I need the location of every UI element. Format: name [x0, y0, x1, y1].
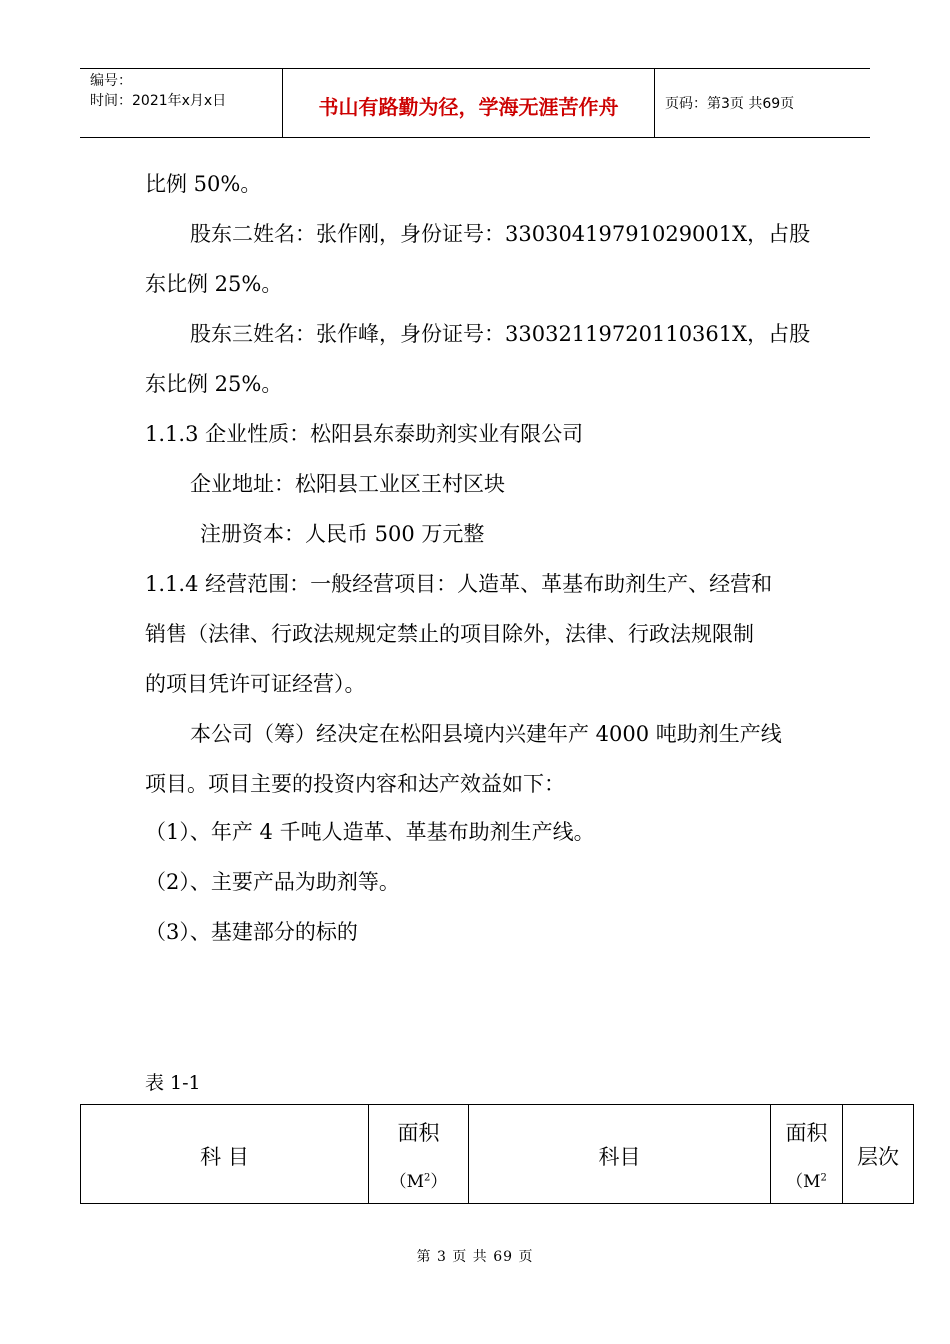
code-label: 编号：: [90, 73, 132, 89]
header-cell-subject-2: [469, 1105, 771, 1203]
area-header: 面积: [397, 1121, 440, 1145]
table-caption: 表 1-1: [145, 1072, 201, 1094]
paragraph-line: 销售（法律、行政法规规定禁止的项目除外，法律、行政法规限制: [145, 622, 754, 646]
paragraph-line: 1.1.3 企业性质：松阳县东泰助剂实业有限公司: [145, 422, 584, 446]
level-header: 层次: [857, 1145, 899, 1169]
header-cell-area: [369, 1105, 469, 1203]
header-meta-cell: [80, 69, 283, 137]
area-unit-2: （$M^2$: [786, 1172, 827, 1192]
page-footer: 第 3 页 共 69 页: [416, 1249, 534, 1265]
paragraph-line: 本公司（筹）经决定在松阳县境内兴建年产 4000 吨助剂生产线: [190, 722, 782, 746]
header-cell-subject: [81, 1105, 369, 1203]
paragraph-line: 东比例 25%。: [145, 372, 283, 396]
motto-text: 书山有路勤为径，学海无涯苦作舟: [318, 95, 619, 119]
header-page-cell: [655, 69, 870, 137]
page-header: [80, 68, 870, 138]
paragraph-line: 1.1.4 经营范围：一般经营项目：人造革、革基布助剂生产、经营和: [145, 572, 773, 596]
header-motto-cell: [283, 69, 655, 137]
subject-header: 科 目: [200, 1145, 249, 1169]
list-item: （1）、年产 4 千吨人造革、革基布助剂生产线。: [145, 820, 595, 844]
paragraph-line: 股东二姓名：张作刚，身份证号：33030419791029001X，占股: [190, 222, 811, 246]
subject-header-2: 科目: [598, 1145, 641, 1169]
paragraph-line: 企业地址：松阳县工业区王村区块: [190, 472, 505, 496]
paragraph-line: 股东三姓名：张作峰，身份证号：33032119720110361X，占股: [190, 322, 811, 346]
area-unit: $(M^2)$: [389, 1172, 448, 1192]
paragraph-line: 的项目凭许可证经营）。: [145, 672, 366, 696]
paragraph-line: 注册资本：人民币 500 万元整: [200, 522, 485, 546]
paragraph-line: 东比例 25%。: [145, 272, 283, 296]
date-text: 时间：2021年x月x日: [90, 93, 227, 109]
page-info: 页码：第3页 共69页: [665, 96, 795, 112]
list-item: （2）、主要产品为助剂等。: [145, 870, 400, 894]
header-cell-area-2: [771, 1105, 843, 1203]
header-cell-level: [843, 1105, 913, 1203]
area-header-2: 面积: [785, 1121, 828, 1145]
paragraph-line: 项目。项目主要的投资内容和达产效益如下：: [145, 772, 565, 796]
list-item: （3）、基建部分的标的: [145, 920, 358, 944]
area-table: [80, 1104, 914, 1204]
paragraph-line: 比例 50%。: [145, 172, 262, 196]
